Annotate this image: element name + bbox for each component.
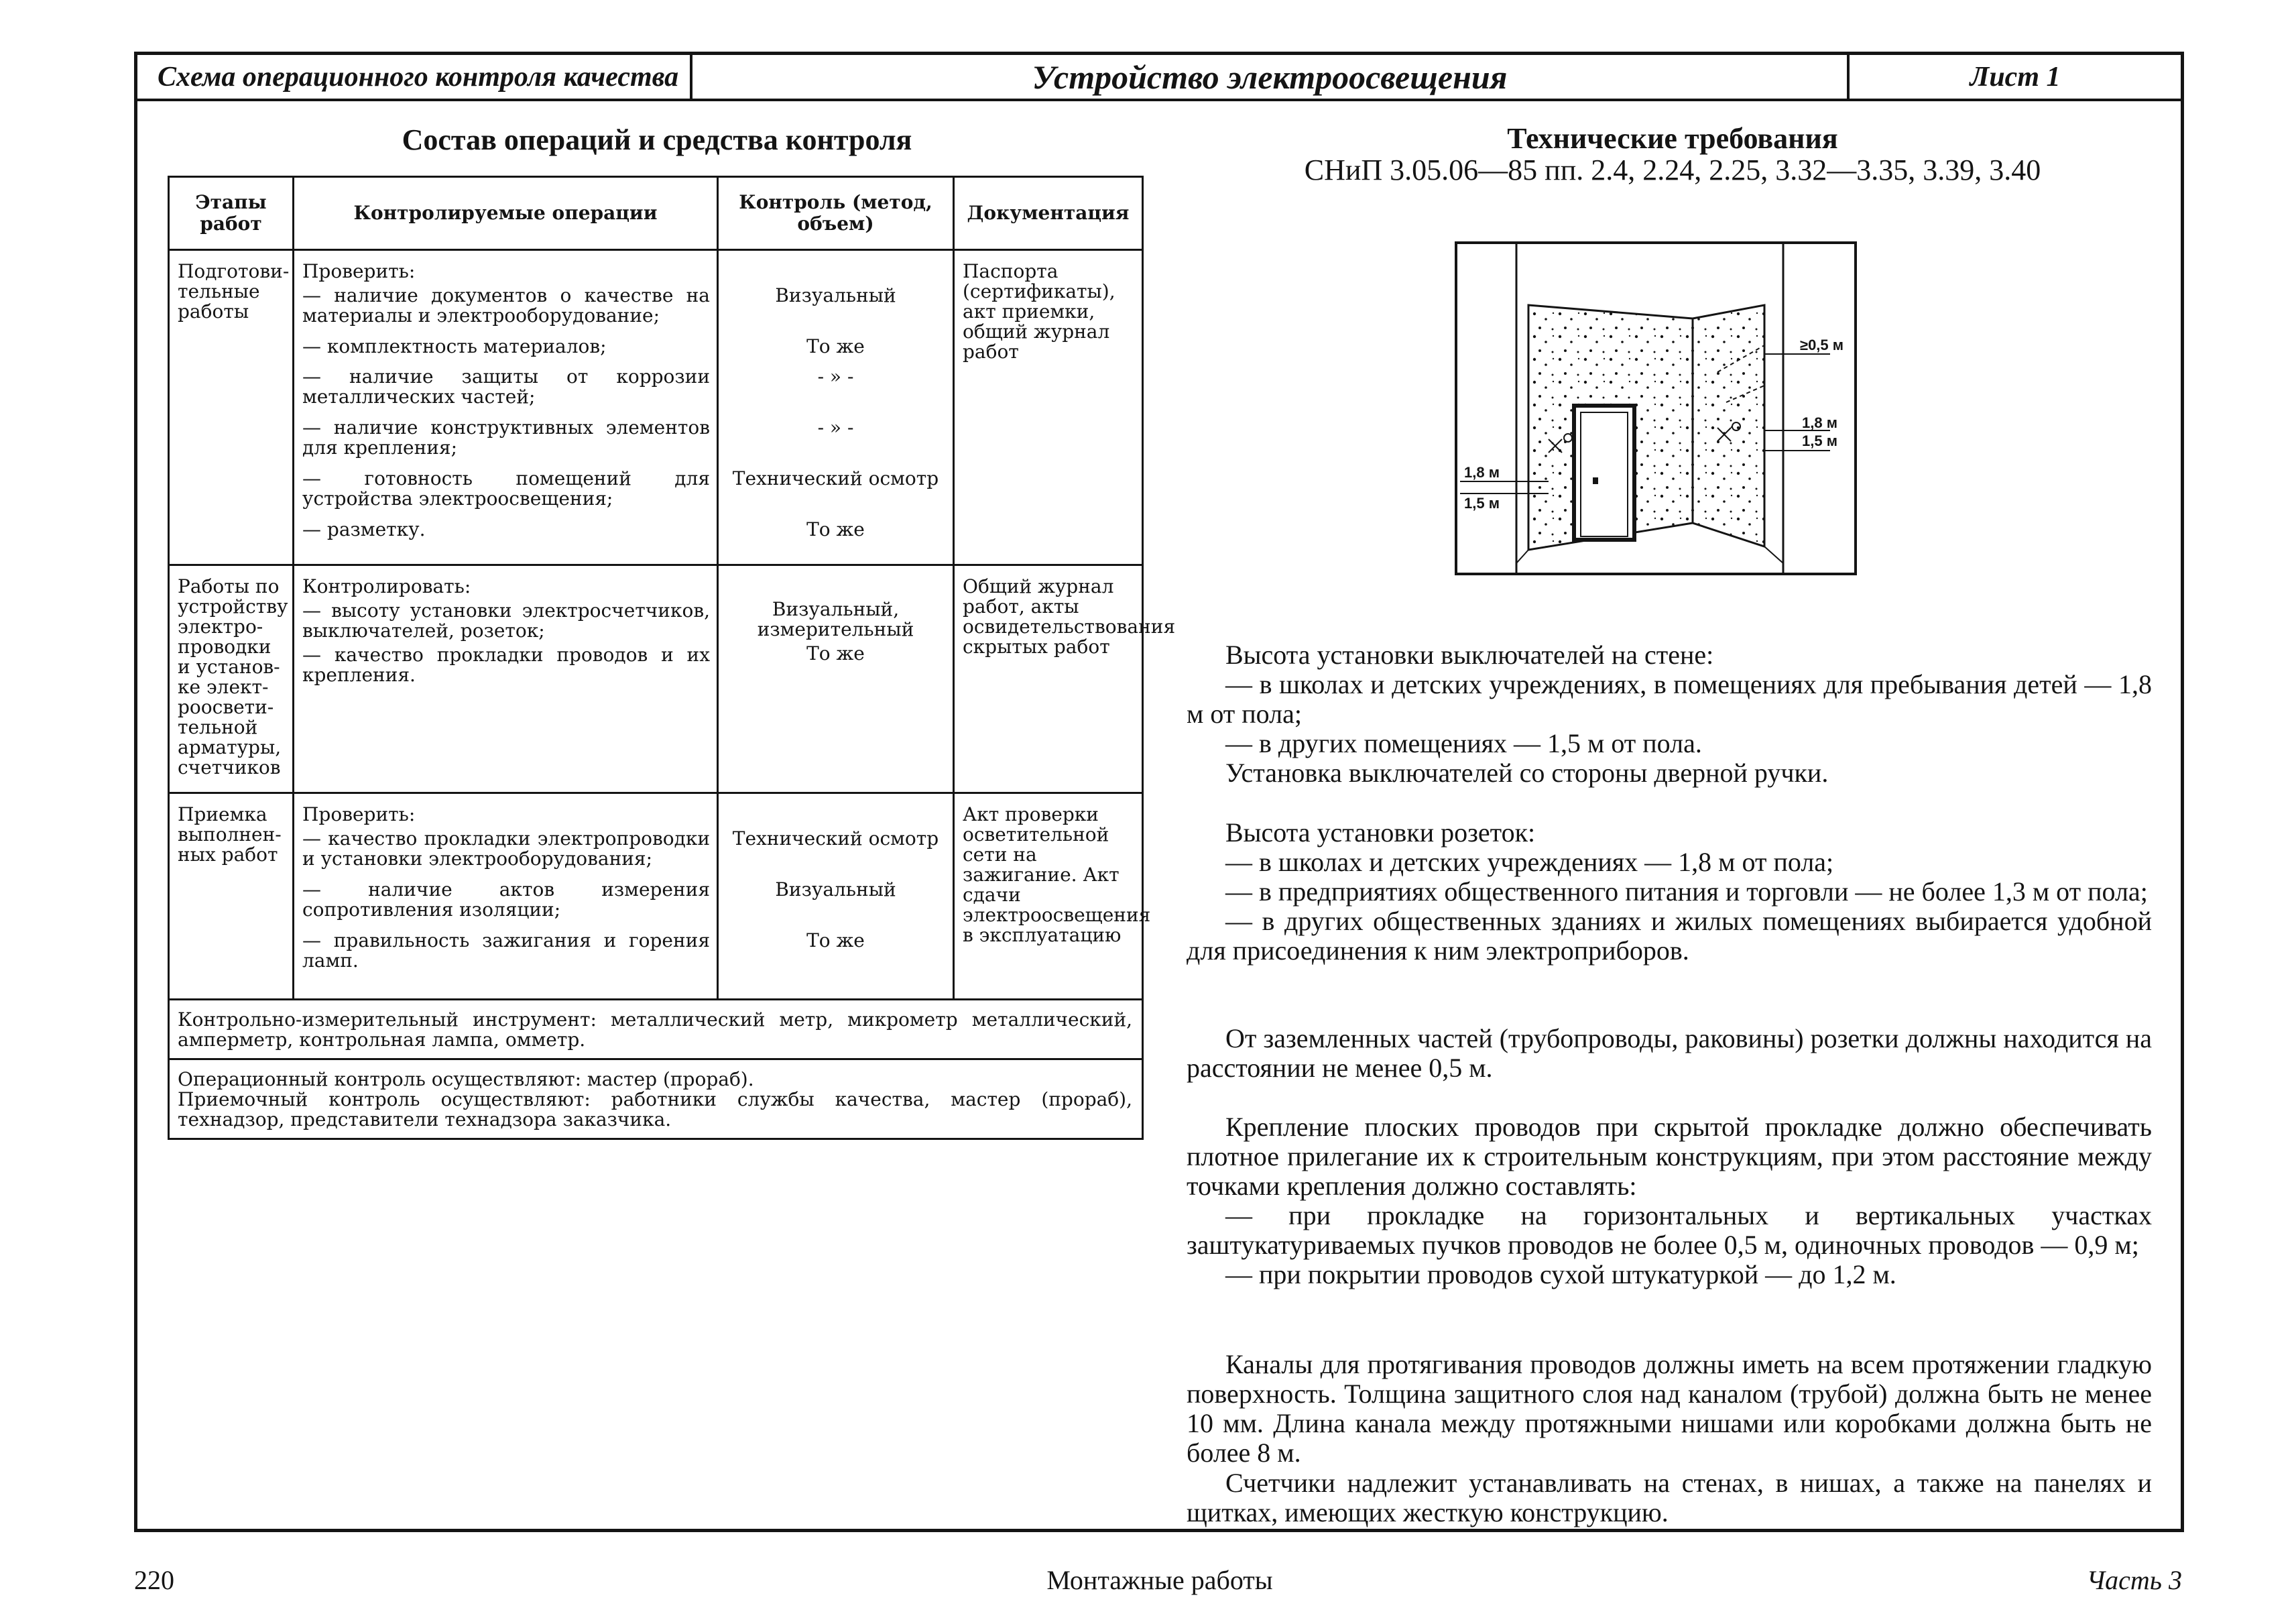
requirements-section-title: Технические требования bbox=[1507, 122, 1838, 155]
operations-cell bbox=[294, 565, 718, 793]
operation-item: — наличие актов измерения сопротивления изоляции; bbox=[302, 878, 710, 921]
column-header-documentation: Документация bbox=[954, 177, 1143, 250]
paragraph-line: Высота установки выключателей на стене: bbox=[1225, 640, 1714, 670]
control-method: Технический осмотр bbox=[732, 467, 939, 489]
operation-lead: Проверить: bbox=[302, 803, 416, 825]
wire-fastening-paragraph bbox=[1187, 1112, 2152, 1289]
header-main-title: Устройство электроосвещения bbox=[692, 55, 1850, 101]
table-header-row bbox=[169, 177, 1143, 250]
operations-cell bbox=[294, 793, 718, 1000]
meters-paragraph bbox=[1187, 1468, 2152, 1527]
stage-cell: Работы по устройству электро-проводки и установ-ке элект-роосвети-тельной арматуры, счетчиков bbox=[169, 565, 294, 793]
stage-cell: Подготови-тельные работы bbox=[169, 250, 294, 565]
control-cell bbox=[718, 250, 954, 565]
paragraph-line: — в школах и детских учреждениях — 1,8 м от пола; bbox=[1225, 847, 1834, 877]
documentation-cell: Акт проверки осветительной сети на зажигание. Акт сдачи электроосвещения в эксплуатацию bbox=[954, 793, 1143, 1000]
channels-paragraph bbox=[1187, 1350, 2152, 1468]
part-label: Часть 3 bbox=[2086, 1565, 2182, 1595]
header-sheet-number: Лист 1 bbox=[1850, 55, 2181, 101]
operation-lead: Проверить: bbox=[302, 260, 416, 282]
paragraph-line: Высота установки розеток: bbox=[1225, 817, 1536, 848]
socket-height-label-2: 1,5 м bbox=[1802, 432, 1837, 449]
paragraph-line: — в других помещениях — 1,5 м от пола. bbox=[1225, 728, 1702, 758]
socket-height-label: 1,8 м bbox=[1802, 414, 1837, 431]
table-row bbox=[169, 793, 1143, 1000]
switch-height-paragraph bbox=[1187, 640, 2152, 788]
control-method: Визуальный bbox=[775, 878, 896, 901]
paragraph-line: Каналы для протягивания проводов должны иметь на всем протяжении гладкую поверхность. Толщина защитного слоя над каналом (трубой) должна быть не менее 10 мм. Длина канала между протяжными нишами или коробками должна быть не более 8 м. bbox=[1187, 1349, 2152, 1468]
control-method: То же bbox=[806, 518, 865, 540]
table-row bbox=[169, 250, 1143, 565]
paragraph-line: Счетчики надлежит устанавливать на стенах, в нишах, а также на панелях и щитках, имеющих жесткую конструкцию. bbox=[1187, 1468, 2152, 1527]
column-header-control: Контроль (метод, объем) bbox=[718, 177, 954, 250]
column-header-stages: Этапы работ bbox=[169, 177, 294, 250]
operation-item: — наличие конструктивных элементов для крепления; bbox=[302, 416, 710, 459]
table-row bbox=[169, 1059, 1143, 1139]
operation-item: — наличие защиты от коррозии металлических частей; bbox=[302, 365, 710, 408]
control-method: - » - bbox=[817, 416, 854, 439]
acceptance-control-line: Приемочный контроль осуществляют: работники службы качества, мастер (прораб), технадзор, представители технадзора заказчика. bbox=[178, 1088, 1132, 1130]
operation-item: — качество прокладки проводов и их крепления. bbox=[302, 644, 710, 686]
operation-item: — разметку. bbox=[302, 518, 426, 540]
stage-cell: Приемка выполнен-ных работ bbox=[169, 793, 294, 1000]
requirements-reference: СНиП 3.05.06—85 пп. 2.4, 2.24, 2.25, 3.32—3.35, 3.39, 3.40 bbox=[1304, 154, 2041, 186]
door-handle bbox=[1593, 477, 1598, 484]
operation-item: — качество прокладки электропроводки и установки электрооборудования; bbox=[302, 827, 710, 870]
control-method: То же bbox=[806, 929, 865, 951]
control-method: Технический осмотр bbox=[732, 827, 939, 850]
paragraph-line: — в школах и детских учреждениях, в помещениях для пребывания детей — 1,8 м от пола; bbox=[1187, 669, 2152, 729]
switch-height-label: 1,8 м bbox=[1464, 464, 1500, 481]
control-cell bbox=[718, 565, 954, 793]
control-method: То же bbox=[806, 642, 865, 664]
control-method: - » - bbox=[817, 365, 854, 388]
operation-item: — высоту установки электросчетчиков, выключателей, розеток; bbox=[302, 599, 710, 642]
control-cell bbox=[718, 793, 954, 1000]
operation-lead: Контролировать: bbox=[302, 575, 471, 597]
operation-item: — комплектность материалов; bbox=[302, 335, 607, 357]
paragraph-line: — при покрытии проводов сухой штукатуркой — до 1,2 м. bbox=[1225, 1259, 1896, 1289]
side-wall bbox=[1693, 305, 1764, 546]
section-name: Монтажные работы bbox=[1046, 1565, 1273, 1595]
paragraph-line: — при прокладке на горизонтальных и вертикальных участках заштукатуриваемых пучков проводов не более 0,5 м, одиночных проводов — 0,9 м; bbox=[1187, 1200, 2152, 1260]
table-row bbox=[169, 565, 1143, 793]
operations-section-title: Состав операций и средства контроля bbox=[402, 123, 912, 156]
operations-table bbox=[168, 176, 1176, 1140]
column-header-operations: Контролируемые операции bbox=[294, 177, 718, 250]
control-method: Визуальный, измерительный bbox=[757, 598, 914, 640]
control-method: То же bbox=[806, 335, 865, 357]
instruments-note: Контрольно-измерительный инструмент: металлический метр, микрометр металлический, амперметр, контрольная лампа, омметр. bbox=[169, 1000, 1143, 1059]
paragraph-line: — в предприятиях общественного питания и торговли — не более 1,3 м от пола; bbox=[1225, 876, 2148, 907]
table-row bbox=[169, 1000, 1143, 1059]
door-panel bbox=[1581, 412, 1628, 536]
paragraph-line: Крепление плоских проводов при скрытой прокладке должно обеспечивать плотное прилегание их к строительным конструкциям, при этом расстояние между точками крепления должно составлять: bbox=[1187, 1112, 2152, 1201]
paragraph-line: От заземленных частей (трубопроводы, раковины) розетки должны находится на расстоянии не менее 0,5 м. bbox=[1187, 1023, 2152, 1083]
paragraph-line: Установка выключателей со стороны дверной ручки. bbox=[1225, 758, 1829, 788]
clearance-label: ≥0,5 м bbox=[1800, 337, 1844, 353]
paragraph-line: — в других общественных зданиях и жилых помещениях выбирается удобной для присоединения к ним электроприборов. bbox=[1187, 906, 2152, 966]
operation-item: — наличие документов о качестве на материалы и электрооборудование; bbox=[302, 284, 710, 327]
header-scheme-title: Схема операционного контроля качества bbox=[137, 55, 692, 101]
operation-item: — правильность зажигания и горения ламп. bbox=[302, 929, 710, 972]
documentation-cell: Общий журнал работ, акты освидетельствования скрытых работ bbox=[954, 565, 1143, 793]
control-responsibility-note bbox=[169, 1059, 1143, 1139]
installation-height-diagram bbox=[1455, 241, 1857, 575]
control-method: Визуальный bbox=[775, 284, 896, 306]
switch-height-label-2: 1,5 м bbox=[1464, 495, 1500, 512]
socket-height-paragraph bbox=[1187, 818, 2152, 966]
operations-cell bbox=[294, 250, 718, 565]
grounding-paragraph bbox=[1187, 1024, 2152, 1083]
operation-item: — готовность помещений для устройства электроосвещения; bbox=[302, 467, 710, 510]
page-number: 220 bbox=[134, 1565, 174, 1595]
operational-control-line: Операционный контроль осуществляют: мастер (прораб). bbox=[178, 1068, 754, 1090]
documentation-cell: Паспорта (сертификаты), акт приемки, общий журнал работ bbox=[954, 250, 1143, 565]
